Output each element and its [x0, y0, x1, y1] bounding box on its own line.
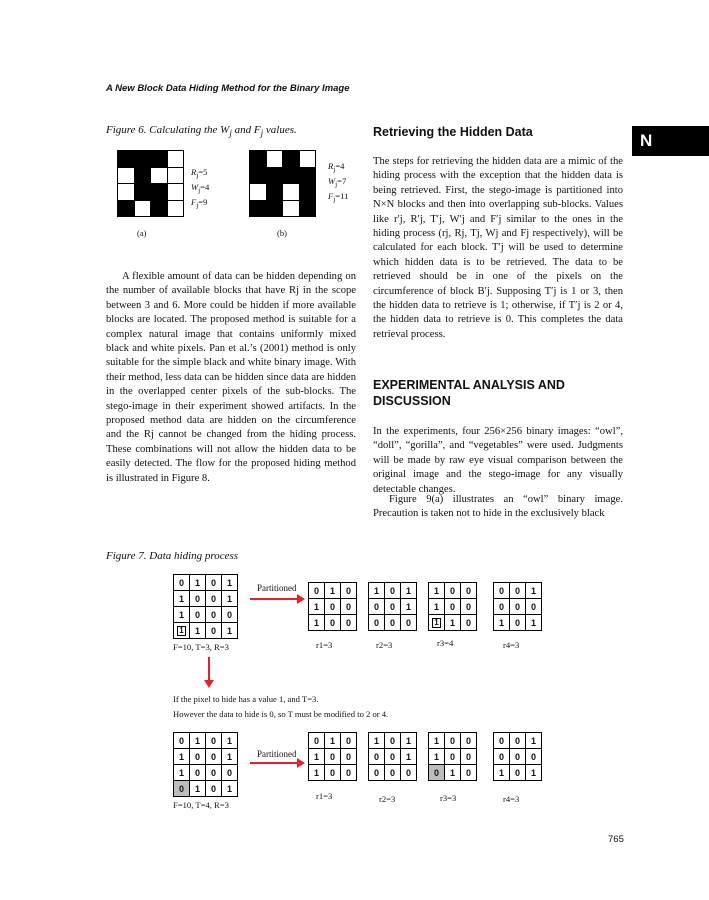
pixel-value: 0	[526, 599, 542, 615]
pixel-value: 0	[222, 607, 238, 623]
subblock-2	[368, 732, 417, 781]
subblock-2	[368, 582, 417, 631]
pixel-value: 0	[461, 765, 477, 781]
white-pixel	[283, 184, 300, 201]
white-pixel	[250, 184, 267, 201]
black-pixel	[299, 200, 316, 217]
pixel-value: 1	[222, 623, 238, 639]
pixel-value: 0	[510, 765, 526, 781]
black-pixel	[134, 151, 151, 168]
pixel-value: 1	[174, 749, 190, 765]
figure7-bottom-block	[173, 732, 238, 797]
figure6a-block	[117, 150, 184, 217]
stat-line: $F_j=11$	[328, 191, 349, 205]
subblock-1	[308, 582, 357, 631]
pixel-value: 0	[401, 765, 417, 781]
pixel-value: 1	[401, 733, 417, 749]
body-paragraph: Figure 9(a) illustrates an “owl” binary image. Precaution is taken not to hide in the exclusively black	[373, 494, 623, 520]
section-heading: Retrieving the Hidden Data	[373, 125, 533, 139]
pixel-value: 0	[206, 575, 222, 591]
caption-text: Figure 6. Calculating the W	[106, 124, 230, 136]
figure6-caption	[106, 124, 297, 138]
hidden-pixel-marker: 1	[179, 626, 184, 635]
pixel-value: 1	[190, 781, 206, 797]
pixel-value: 0	[510, 599, 526, 615]
r-label: r4=3	[503, 794, 520, 804]
pixel-value: 0	[325, 615, 341, 631]
pixel-value: 1	[369, 733, 385, 749]
white-pixel	[134, 200, 151, 217]
white-pixel	[167, 184, 184, 201]
pixel-value: 0	[341, 615, 357, 631]
pixel-value: 0	[206, 607, 222, 623]
white-pixel	[299, 151, 316, 168]
pixel-value: 1	[325, 733, 341, 749]
pixel-value: 0	[190, 749, 206, 765]
pixel-value: 1	[222, 749, 238, 765]
pixel-value: 0	[325, 749, 341, 765]
pixel-value: 0	[526, 749, 542, 765]
r-label: r1=3	[316, 640, 333, 650]
black-pixel	[266, 184, 283, 201]
figure7-top-block	[173, 574, 238, 639]
pixel-value: 1	[494, 615, 510, 631]
pixel-value: 1	[429, 749, 445, 765]
white-pixel	[167, 200, 184, 217]
pixel-value: 0	[445, 599, 461, 615]
bottom-stats: F=10, T=4, R=3	[173, 800, 229, 810]
pixel-value: 0	[325, 765, 341, 781]
caption-sub: j	[260, 128, 264, 139]
pixel-value: 1	[222, 575, 238, 591]
top-stats: F=10, T=3, R=3	[173, 642, 229, 652]
pixel-value: 1	[494, 765, 510, 781]
page-number: 765	[608, 834, 624, 845]
black-pixel	[151, 184, 168, 201]
white-pixel	[266, 151, 283, 168]
pixel-value: 1	[174, 591, 190, 607]
r-label: r3=3	[440, 793, 457, 803]
subblock-4	[493, 582, 542, 631]
pixel-value: 1	[401, 599, 417, 615]
pixel-value: 0	[494, 733, 510, 749]
pixel-value: 0	[494, 599, 510, 615]
white-pixel	[118, 167, 135, 184]
pixel-value: 0	[369, 615, 385, 631]
pixel-value: 0	[190, 607, 206, 623]
pixel-value: 1	[526, 615, 542, 631]
black-pixel	[250, 167, 267, 184]
pixel-value: 0	[385, 749, 401, 765]
pixel-value: 0	[190, 591, 206, 607]
pixel-value: 0	[461, 615, 477, 631]
black-pixel	[266, 200, 283, 217]
pixel-value: 0	[206, 765, 222, 781]
r-label: r4=3	[503, 640, 520, 650]
pixel-value: 1	[401, 583, 417, 599]
note-line-1: If the pixel to hide has a value 1, and T=3.	[173, 694, 319, 704]
pixel-value: 1	[309, 615, 325, 631]
pixel-value: 0	[369, 765, 385, 781]
pixel-value: 0	[341, 749, 357, 765]
pixel-value: 0	[510, 583, 526, 599]
pixel-value: 1	[222, 733, 238, 749]
pixel-value: 0	[309, 733, 325, 749]
pixel-value: 0	[325, 599, 341, 615]
white-pixel	[118, 184, 135, 201]
pixel-value: 1	[369, 583, 385, 599]
figure6b-label: (b)	[277, 228, 287, 238]
pixel-value: 0	[401, 615, 417, 631]
figure6b-block	[249, 150, 316, 217]
stat-line: $R_j=4$	[328, 161, 345, 174]
figure7-caption: Figure 7. Data hiding process	[106, 550, 239, 562]
black-pixel	[118, 151, 135, 168]
pixel-value: 1	[445, 615, 461, 631]
body-paragraph: The steps for retrieving the hidden data are a mimic of the hiding process with the exception that the hidden data is being retrieved. First, the stego-image is partitioned into N×N blocks and then into overlapping sub-blocks. Values like r′j, R′j, T′j, W′j and F′j similar to the ones in the hiding process (rj, Rj, Tj, Wj and Fj respectively), will be calculated for each block. T′j will be used to determine which hidden data is to be retrieved. The data to be retrieved should be in one of the pixels on the circumference of block B′j. Supposing T′j is 1 or 3, then the hidden data to retrieve is 1; otherwise, if T′j is 2 or 4, the hidden data to retrieve is 0. This completes the data retrieval process.	[373, 156, 623, 340]
caption-text: and F	[231, 124, 261, 136]
right-arrow-top	[247, 586, 307, 606]
pixel-value: 0	[385, 583, 401, 599]
pixel-value	[174, 623, 190, 639]
pixel-value: 0	[494, 749, 510, 765]
pixel-value	[429, 615, 445, 631]
subblock-1	[308, 732, 357, 781]
stat-line: $W_j=4$	[191, 182, 210, 195]
pixel-value: 0	[174, 781, 190, 797]
pixel-value: 1	[325, 583, 341, 599]
running-header: A New Block Data Hiding Method for the Binary Image	[106, 83, 350, 94]
black-pixel	[151, 151, 168, 168]
down-arrow	[202, 655, 216, 691]
pixel-value: 1	[429, 583, 445, 599]
black-pixel	[283, 167, 300, 184]
pixel-value: 0	[385, 615, 401, 631]
pixel-value: 0	[369, 749, 385, 765]
black-pixel	[151, 200, 168, 217]
note-line-2: However the data to hide is 0, so T must be modified to 2 or 4.	[173, 709, 389, 719]
pixel-value: 0	[174, 733, 190, 749]
pixel-value: 0	[385, 733, 401, 749]
subblock-3	[428, 582, 477, 631]
pixel-value: 0	[461, 749, 477, 765]
caption-text: values.	[263, 124, 297, 136]
pixel-value: 0	[429, 765, 445, 781]
pixel-value: 1	[190, 623, 206, 639]
black-pixel	[266, 167, 283, 184]
body-paragraph: A flexible amount of data can be hidden depending on the number of available blocks that have Rj in the scope between 3 and 6. More could be hidden if more available blocks are located. The proposed method is suitable for a complex natural image that contains uniformly mixed black and white pixels. Pan et al.’s (2001) method is only suitable for the simple black and white binary image. With their method, less data can be hidden since data are hidden in the overlapped center pixels of the sub-blocks. The stego-image in their experiment showed artifacts. In the proposed method data are hidden on the circumference and the Rj cannot be changed from the hiding process. These combinations will not allow the hidden data to be easily detected. The flow for the proposed hiding method is illustrated in Figure 8.	[106, 271, 356, 484]
r-label: r2=3	[376, 640, 393, 650]
r-label: r1=3	[316, 791, 333, 801]
pixel-value: 0	[206, 733, 222, 749]
black-pixel	[134, 184, 151, 201]
pixel-value: 0	[385, 599, 401, 615]
pixel-value: 0	[510, 733, 526, 749]
pixel-value: 1	[526, 765, 542, 781]
black-pixel	[299, 167, 316, 184]
subblock-4	[493, 732, 542, 781]
pixel-value: 0	[461, 583, 477, 599]
pixel-value: 1	[429, 733, 445, 749]
pixel-value: 1	[174, 607, 190, 623]
pixel-value: 0	[206, 623, 222, 639]
pixel-value: 0	[461, 599, 477, 615]
pixel-value: 1	[222, 781, 238, 797]
pixel-value: 1	[309, 749, 325, 765]
pixel-value: 0	[369, 599, 385, 615]
partitioned-label: Partitioned	[257, 749, 297, 759]
black-pixel	[118, 200, 135, 217]
pixel-value: 0	[461, 733, 477, 749]
pixel-value: 1	[309, 765, 325, 781]
pixel-value: 0	[341, 765, 357, 781]
white-pixel	[283, 200, 300, 217]
pixel-value: 0	[206, 591, 222, 607]
pixel-value: 1	[526, 583, 542, 599]
pixel-value: 0	[222, 765, 238, 781]
black-pixel	[250, 151, 267, 168]
pixel-value: 0	[445, 583, 461, 599]
pixel-value: 0	[445, 733, 461, 749]
white-pixel	[151, 167, 168, 184]
pixel-value: 0	[341, 583, 357, 599]
stat-line: $F_j=9$	[191, 197, 208, 211]
r-label: r2=3	[379, 794, 396, 804]
black-pixel	[283, 151, 300, 168]
pixel-value: 1	[445, 765, 461, 781]
pixel-value: 0	[341, 733, 357, 749]
body-paragraph: In the experiments, four 256×256 binary images: “owl”, “doll”, “gorilla”, and “vegetables” were used. Judgments will be made by raw eye visual comparison between the original image and the stego-image for any visually detectable changes.	[373, 426, 623, 495]
pixel-value: 1	[190, 733, 206, 749]
section-heading: EXPERIMENTAL ANALYSIS AND DISCUSSION	[373, 378, 565, 408]
black-pixel	[299, 184, 316, 201]
pixel-value: 1	[190, 575, 206, 591]
section-tab: N	[632, 126, 709, 156]
pixel-value: 0	[445, 749, 461, 765]
r-label: r3=4	[437, 638, 454, 648]
pixel-value: 1	[174, 765, 190, 781]
subblock-3	[428, 732, 477, 781]
partitioned-label: Partitioned	[257, 583, 297, 593]
pixel-value: 1	[401, 749, 417, 765]
figure6a-stats	[191, 167, 209, 213]
right-arrow-bottom	[247, 752, 307, 772]
pixel-value: 0	[309, 583, 325, 599]
pixel-value: 1	[309, 599, 325, 615]
white-pixel	[167, 151, 184, 168]
black-pixel	[250, 200, 267, 217]
pixel-value: 0	[385, 765, 401, 781]
stat-line: $R_j=5$	[191, 167, 208, 180]
pixel-value: 1	[222, 591, 238, 607]
pixel-value: 0	[206, 749, 222, 765]
pixel-value: 1	[526, 733, 542, 749]
pixel-value: 0	[206, 781, 222, 797]
figure6a-label: (a)	[137, 228, 147, 238]
pixel-value: 1	[429, 599, 445, 615]
caption-sub: j	[229, 128, 232, 139]
black-pixel	[134, 167, 151, 184]
pixel-value: 0	[190, 765, 206, 781]
pixel-value: 0	[174, 575, 190, 591]
white-pixel	[167, 167, 184, 184]
pixel-value: 0	[510, 749, 526, 765]
pixel-value: 0	[510, 615, 526, 631]
hidden-pixel-marker: 1	[434, 618, 439, 627]
pixel-value: 0	[341, 599, 357, 615]
figure6b-stats	[328, 161, 348, 207]
stat-line: $W_j=7$	[328, 176, 347, 189]
pixel-value: 0	[494, 583, 510, 599]
